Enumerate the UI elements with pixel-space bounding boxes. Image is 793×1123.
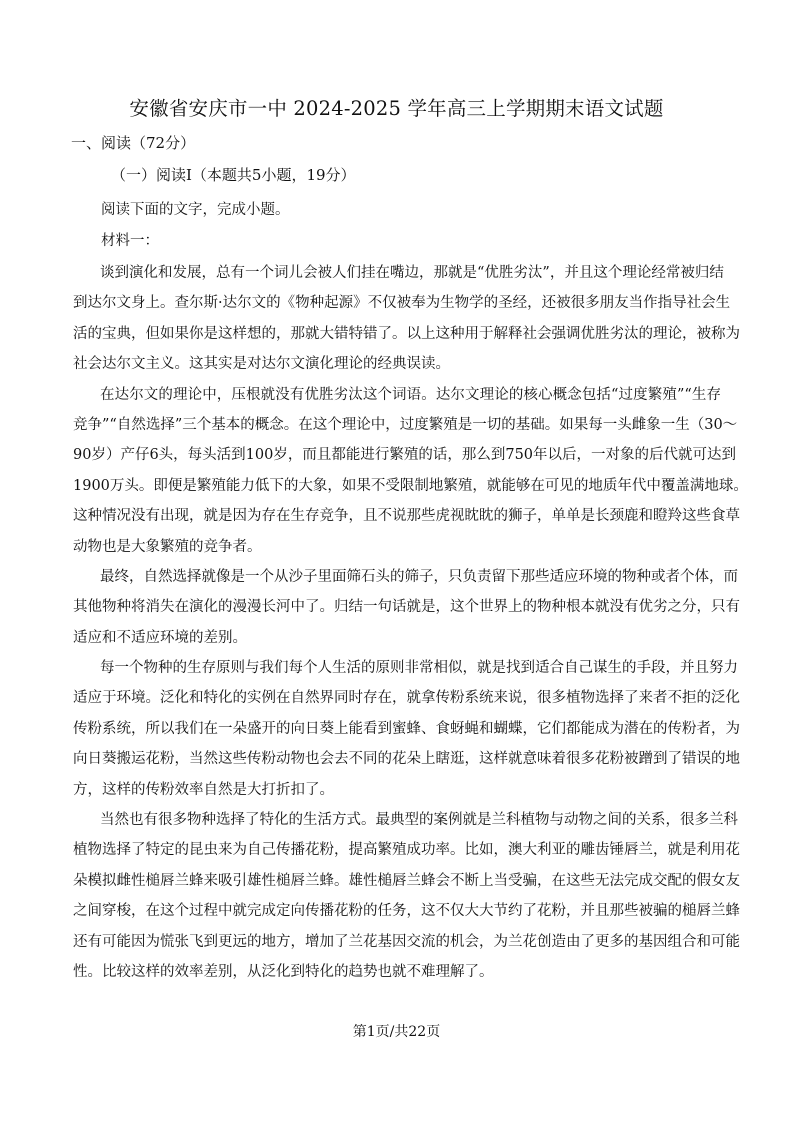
text-line: 活的宝典，但如果你是这样想的，那就大错特错了。以上这种用于解释社会强调优胜劣汰的理论，被称为 xyxy=(73,325,740,342)
text-line: 当然也有很多物种选择了特化的生活方式。最典型的案例就是兰科植物与动物之间的关系，很多兰科 xyxy=(100,812,738,829)
text-line: 这种情况没有出现，就是因为存在生存竞争，且不说那些虎视眈眈的狮子，单单是长颈鹿和瞪羚这些食草 xyxy=(73,508,740,525)
text-line: 之间穿梭，在这个过程中就完成定向传播花粉的任务，这不仅大大节约了花粉，并且那些被骗的槌唇兰蜂 xyxy=(73,903,740,920)
body-text xyxy=(73,258,748,987)
paragraph-4 xyxy=(73,653,740,805)
text-line: 朵模拟雌性槌唇兰蜂来吸引雄性槌唇兰蜂。雄性槌唇兰蜂会不断上当受骗，在这些无法完成交配的假女友 xyxy=(73,872,740,889)
text-line: 在达尔文的理论中，压根就没有优胜劣汰这个词语。达尔文理论的核心概念包括“过度繁殖”“生存 xyxy=(100,386,721,403)
paragraph-3 xyxy=(73,562,740,653)
text-line: 方，这样的传粉效率自然是大打折扣了。 xyxy=(73,781,334,798)
paragraph-5 xyxy=(73,805,740,987)
text-line: 植物选择了特定的昆虫来为自己传播花粉，提高繁殖成功率。比如，澳大利亚的雕齿锤唇兰，就是利用花 xyxy=(73,842,740,859)
text-line: 适应于环境。泛化和特化的实例在自然界同时存在，就拿传粉系统来说，很多植物选择了来者不拒的泛化 xyxy=(73,690,740,707)
instruction-text: 阅读下面的文字，完成小题。 xyxy=(101,202,290,218)
text-line: 最终，自然选择就像是一个从沙子里面筛石头的筛子，只负责留下那些适应环境的物种或者个体，而 xyxy=(100,568,738,585)
paragraph-1 xyxy=(73,258,740,380)
page-title: 安徽省安庆市一中 2024-2025 学年高三上学期期末语文试题 xyxy=(129,97,664,120)
text-line: 传粉系统，所以我们在一朵盛开的向日葵上能看到蜜蜂、食蚜蝇和蝴蝶，它们都能成为潜在的传粉者，为 xyxy=(73,720,740,737)
material-label: 材料一： xyxy=(101,233,159,249)
text-line: 谈到演化和发展，总有一个词儿会被人们挂在嘴边，那就是“优胜劣汰”，并且这个理论经常被归结 xyxy=(100,265,724,281)
text-line: 竞争”“自然选择”三个基本的概念。在这个理论中，过度繁殖是一切的基础。如果每一头雌象一生（30～ xyxy=(73,416,738,433)
text-line: 性。比较这样的效率差别，从泛化到特化的趋势也就不难理解了。 xyxy=(73,963,494,980)
text-line: 向日葵搬运花粉，当然这些传粉动物也会去不同的花朵上瞎逛，这样就意味着很多花粉被蹭到了错误的地 xyxy=(73,751,740,768)
text-line: 还有可能因为慌张飞到更远的地方，增加了兰花基因交流的机会，为兰花创造由了更多的基因组合和可能 xyxy=(73,933,740,950)
text-line: 动物也是大象繁殖的竞争者。 xyxy=(73,538,262,555)
text-line: 1900万头。即便是繁殖能力低下的大象，如果不受限制地繁殖，就能够在可见的地质年代中覆盖满地球。 xyxy=(73,477,748,494)
text-line: 社会达尔文主义。这其实是对达尔文演化理论的经典误读。 xyxy=(73,356,450,373)
paragraph-2 xyxy=(73,380,748,562)
section-heading: 一、阅读（72分） xyxy=(71,134,196,152)
text-line: 适应和不适应环境的差别。 xyxy=(73,629,247,646)
page-footer: 第1页/共22页 xyxy=(352,1024,441,1040)
text-line: 90岁）产仔6头，每头活到100岁，而且都能进行繁殖的话，那么到750年以后，一对象的后代就可达到 xyxy=(73,447,737,464)
text-line: 每一个物种的生存原则与我们每个人生活的原则非常相似，就是找到适合自己谋生的手段，并且努力 xyxy=(100,660,738,677)
text-line: 到达尔文身上。查尔斯·达尔文的《物种起源》不仅被奉为生物学的圣经，还被很多朋友当作指导社会生 xyxy=(73,295,731,312)
sub-heading: （一）阅读Ⅰ（本题共5小题，19分） xyxy=(111,166,356,184)
text-line: 其他物种将消失在演化的漫漫长河中了。归结一句话就是，这个世界上的物种根本就没有优劣之分，只有 xyxy=(73,599,740,616)
